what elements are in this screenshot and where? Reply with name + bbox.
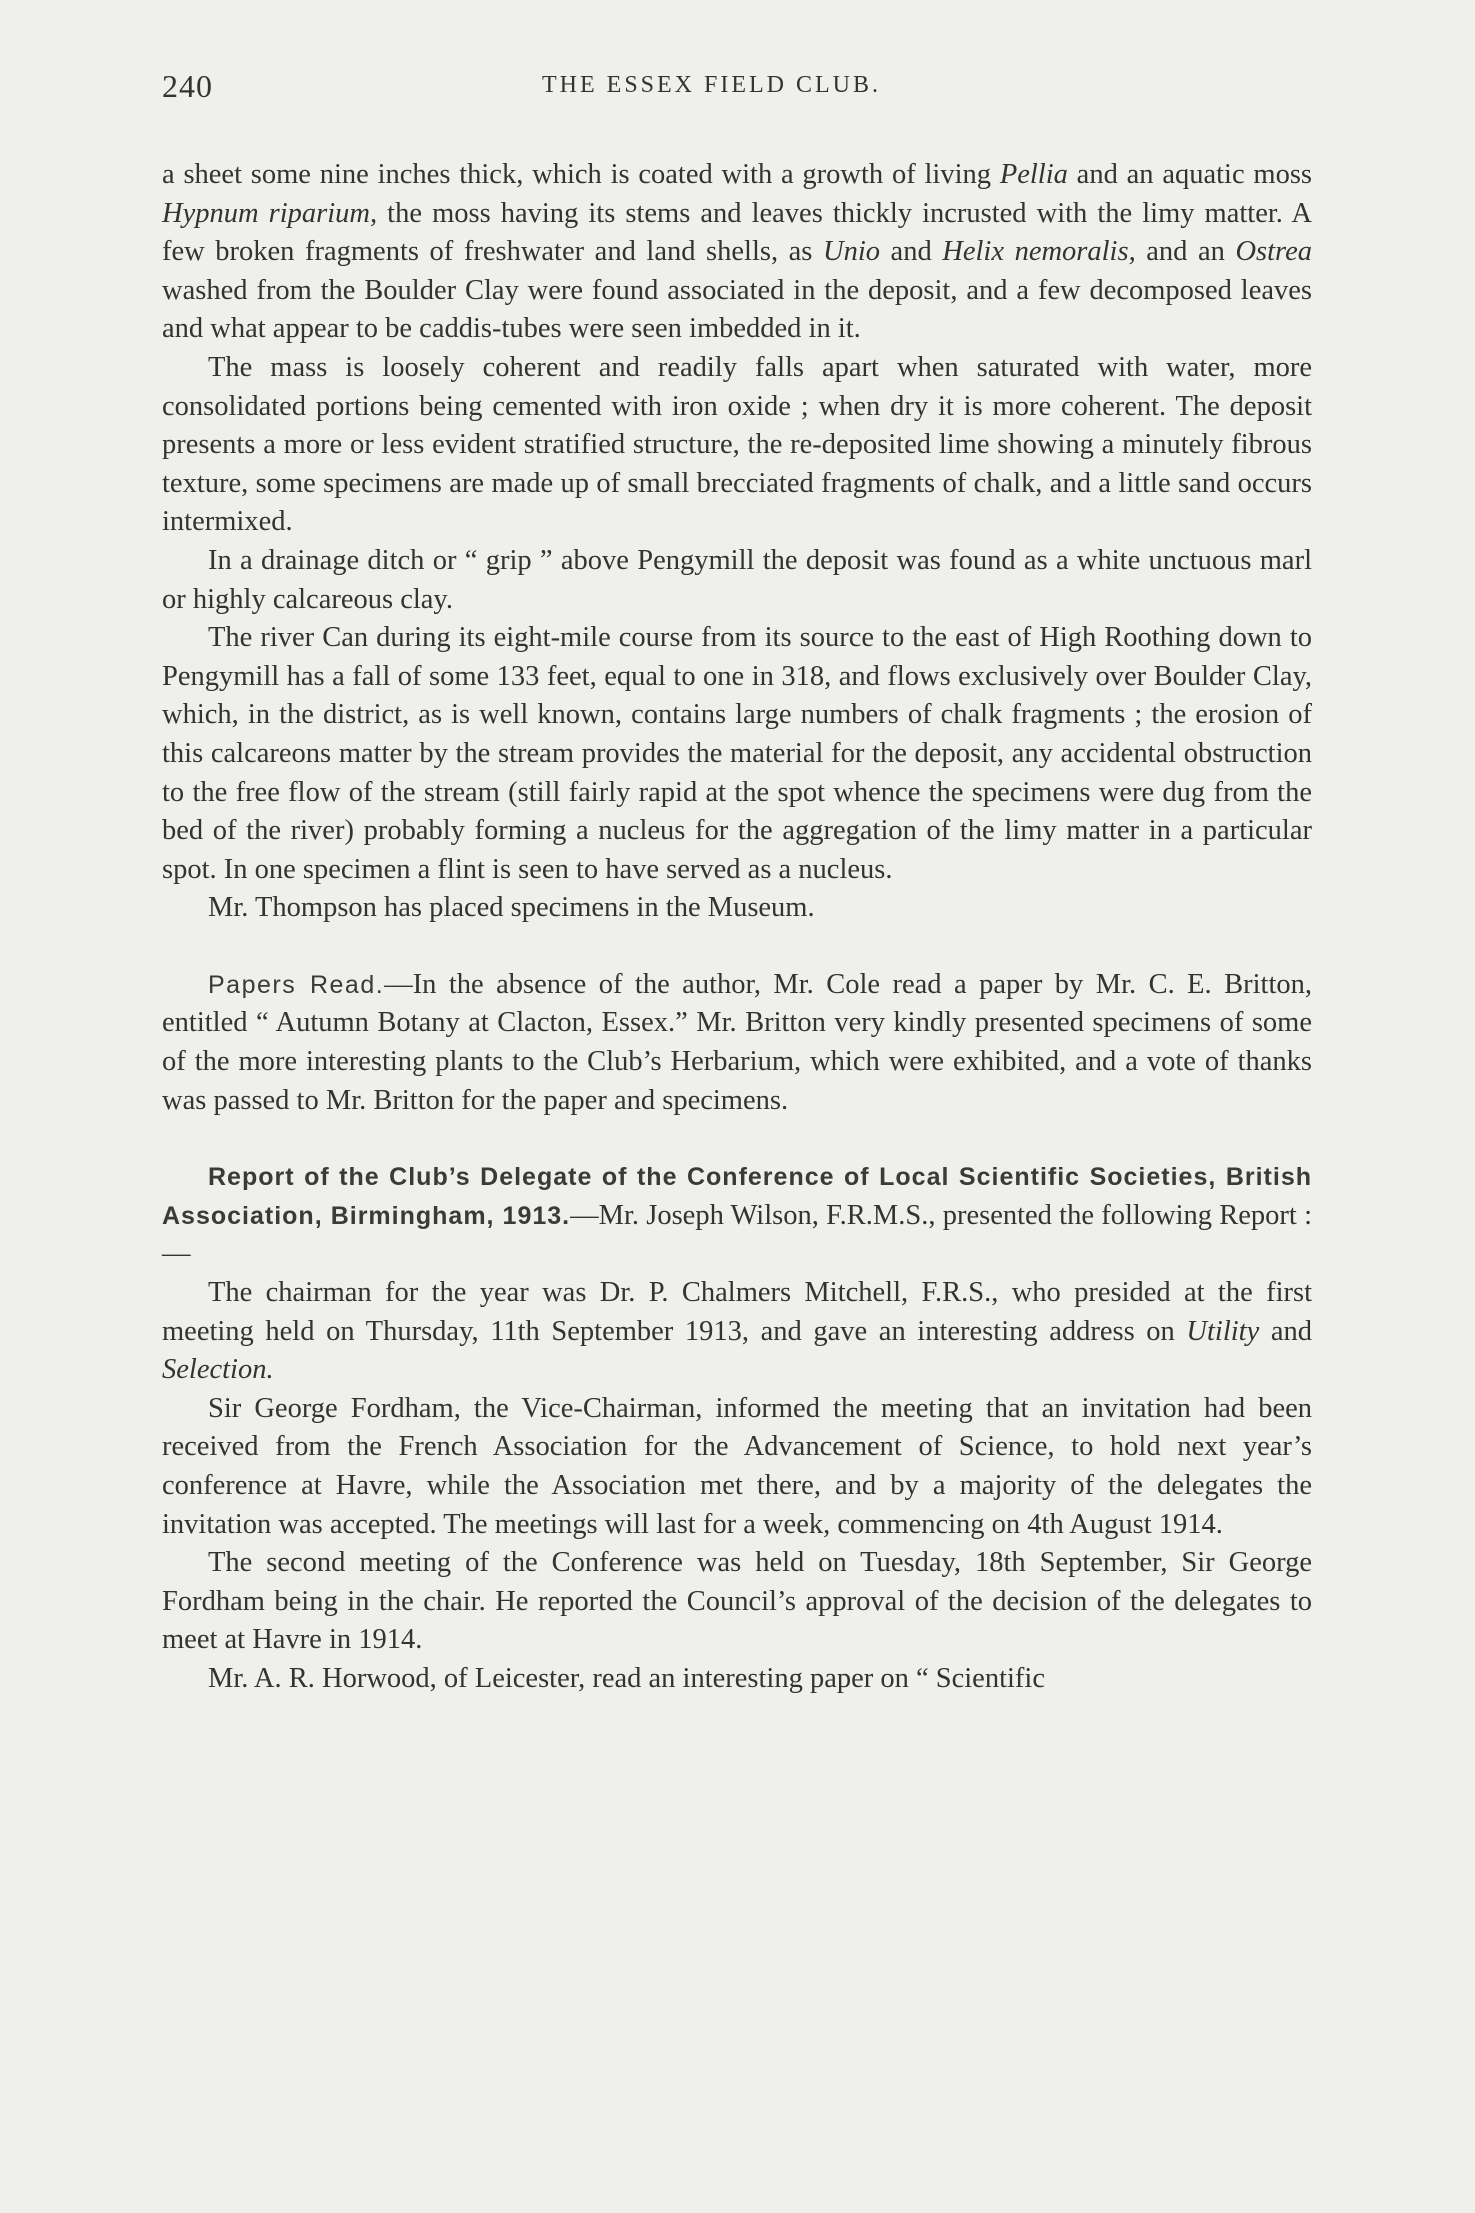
species-name: Hypnum riparium, xyxy=(162,197,378,229)
section-heading: Report of the Club’s Delegate of the Conference of Local Scientific Societies, British Association, Birmingham, 1913. xyxy=(162,1163,1312,1230)
section-spacer xyxy=(162,1120,1312,1158)
report-section xyxy=(162,1158,1312,1274)
text-run: and xyxy=(1259,1315,1312,1347)
document-page xyxy=(162,62,1312,1699)
section-spacer xyxy=(162,928,1312,966)
species-name: Pellia xyxy=(999,159,1068,190)
paragraph: The river Can during its eight-mile course from its source to the east of High Roothing down to Pengymill has a fall of some 133 feet, equal to one in 318, and flows exclusively over Boulder Clay, which, in the district, as is well known, contains large numbers of chalk fragments ; the erosion of this calcareons matter by the stream provides the material for the deposit, any accidental obstruction to the free flow of the stream (still fairly rapid at the spot whence the specimens were dug from the bed of the river) probably forming a nucleus for the aggregation of the limy matter in a particular spot. In one specimen a flint is seen to have served as a nucleus. xyxy=(162,622,1312,885)
species-name: Helix nemoralis, xyxy=(942,236,1136,268)
paragraph: Mr. Thompson has placed specimens in the Museum. xyxy=(208,892,815,924)
paragraph: The second meeting of the Conference was held on Tuesday, 18th September, Sir George Fordham being in the chair. He reported the Council’s approval of the decision of the delegates to meet at Havre in 1914. xyxy=(162,1547,1312,1656)
text-run: washed from the Boulder Clay were found associated in the deposit, and a few decomposed leaves and what appear to be caddis-tubes were seen imbedded in it. xyxy=(162,274,1312,345)
text-run: The chairman for the year was Dr. P. Chalmers Mitchell, F.R.S., who presided at the first meeting held on Thursday, 11th September 1913, and gave an interesting address on xyxy=(162,1277,1312,1347)
paragraph-continuation xyxy=(162,156,1312,349)
text-run: and xyxy=(879,236,943,268)
paragraph: In a drainage ditch or “ grip ” above Pengymill the deposit was found as a white unctuous marl or highly calcareous clay. xyxy=(162,544,1312,615)
text-run: and an xyxy=(1135,236,1236,268)
paragraph: Sir George Fordham, the Vice-Chairman, informed the meeting that an invitation had been received from the French Association for the Advancement of Science, to hold next year’s conference at Havre, while the Association met there, and by a majority of the delegates the invitation was accepted. The meetings will last for a week, commencing on 4th August 1914. xyxy=(162,1392,1312,1540)
italic-term: Selection. xyxy=(162,1354,274,1386)
paragraph: The mass is loosely coherent and readily falls apart when saturated with water, more consolidated portions being cemented with iron oxide ; when dry it is more coherent. The deposit presents a more or less evident stratified structure, the re-deposited lime showing a minutely fibrous texture, some specimens are made up of small brecciated fragments of chalk, and a little sand occurs intermixed. xyxy=(162,351,1312,538)
section-heading: Papers Read. xyxy=(208,970,385,999)
text-run: a sheet some nine inches thick, which is coated with a growth of living xyxy=(162,159,1000,190)
body-text xyxy=(162,156,1312,1699)
paragraph xyxy=(162,1274,1312,1390)
page-header xyxy=(162,62,1312,112)
italic-term: Utility xyxy=(1186,1315,1260,1347)
running-head: THE ESSEX FIELD CLUB. xyxy=(542,72,881,98)
text-run: —Mr. Joseph Wilson, F.R.M.S., presented the following Report :— xyxy=(162,1199,1312,1270)
species-name: Ostrea xyxy=(1235,236,1312,268)
paragraph: Mr. A. R. Horwood, of Leicester, read an interesting paper on “ Scientific xyxy=(208,1662,1045,1694)
text-run: and an aquatic moss xyxy=(1067,159,1313,190)
papers-read-section xyxy=(162,966,1312,1120)
page-number: 240 xyxy=(162,68,213,104)
species-name: Unio xyxy=(822,236,880,268)
text-run: the moss having its stems and leaves thickly incrusted with the limy matter. A few broken fragments of freshwater and land shells, as xyxy=(162,197,1312,268)
text-run: —In the absence of the author, Mr. Cole read a paper by Mr. C. E. Britton, entitled “ Autumn Botany at Clacton, Essex.” Mr. Britton very kindly presented specimens of some of the more interesting plants to the Club’s Herbarium, which were exhibited, and a vote of thanks was passed to Mr. Britton for the paper and specimens. xyxy=(162,968,1312,1116)
